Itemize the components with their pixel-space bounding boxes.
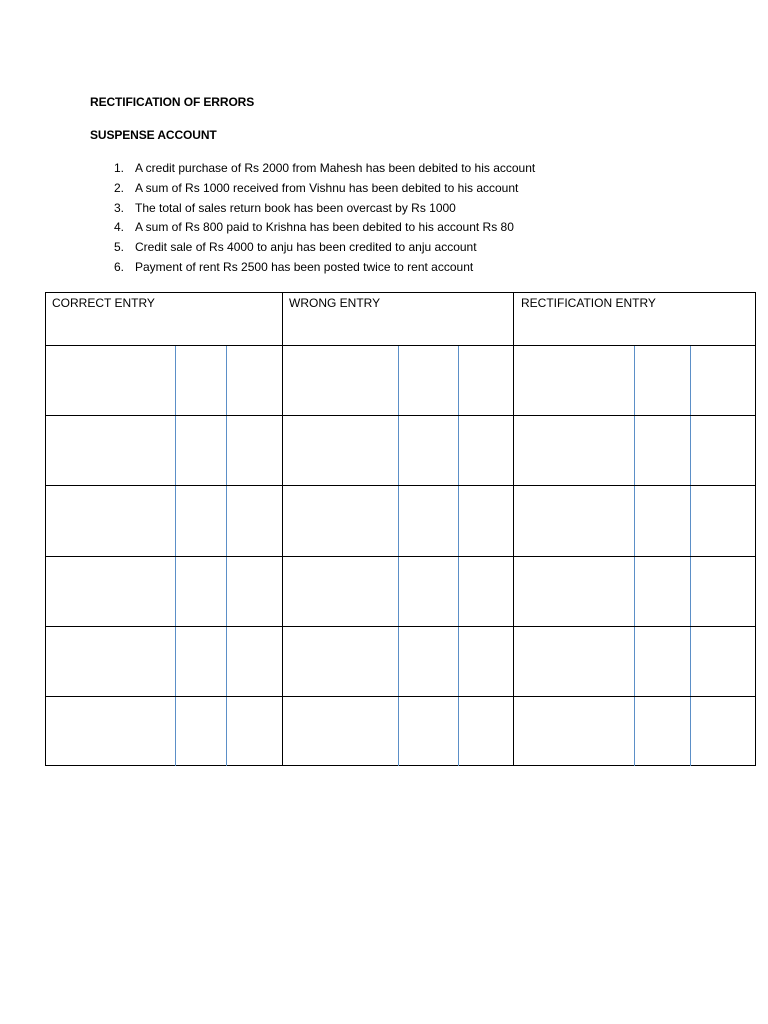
header-correct-entry: CORRECT ENTRY	[52, 296, 155, 310]
section-subtitle: SUSPENSE ACCOUNT	[90, 128, 217, 142]
header-wrong-entry: WRONG ENTRY	[289, 296, 381, 310]
rectification-table	[45, 292, 756, 766]
list-text: Payment of rent Rs 2500 has been posted twice to rent account	[135, 259, 474, 274]
table-row-border	[46, 696, 755, 697]
list-number: 5.	[114, 240, 125, 255]
list-text: A sum of Rs 1000 received from Vishnu has been debited to his account	[135, 180, 519, 195]
header-rectification-entry: RECTIFICATION ENTRY	[521, 296, 656, 310]
list-text: A sum of Rs 800 paid to Krishna has been debited to his account Rs 80	[135, 220, 514, 235]
column-divider	[513, 293, 514, 765]
table-row-border	[46, 626, 755, 627]
page-title: RECTIFICATION OF ERRORS	[90, 95, 255, 109]
list-text: Credit sale of Rs 4000 to anju has been credited to anju account	[135, 240, 477, 255]
list-number: 2.	[114, 180, 125, 195]
table-row-border	[46, 485, 755, 486]
list-number: 6.	[114, 259, 125, 274]
list-text: A credit purchase of Rs 2000 from Mahesh has been debited to his account	[135, 161, 536, 175]
list-number: 1.	[114, 161, 125, 175]
column-divider	[282, 293, 283, 765]
list-number: 3.	[114, 200, 125, 215]
list-text: The total of sales return book has been overcast by Rs 1000	[135, 200, 456, 215]
table-row-border	[46, 345, 755, 346]
table-row-border	[46, 556, 755, 557]
list-number: 4.	[114, 220, 125, 235]
table-row-border	[46, 415, 755, 416]
